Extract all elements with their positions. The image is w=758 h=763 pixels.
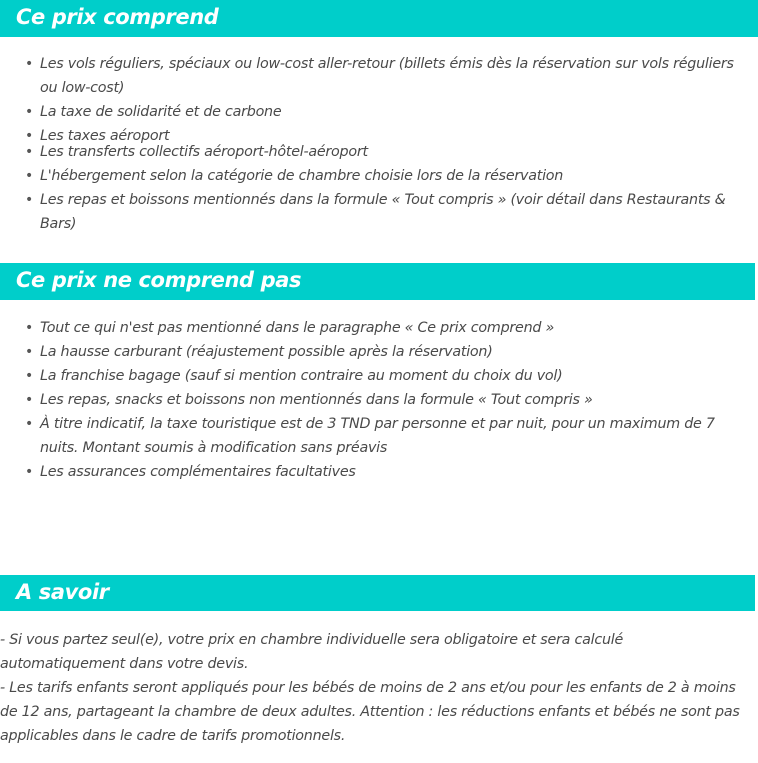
- section-header-ce-prix-comprend: [0, 0, 758, 37]
- list-item: • Les repas, snacks et boissons non mentionnés dans la formule « Tout compris »: [0, 388, 758, 412]
- excluded-list: [0, 316, 758, 484]
- section-title: A savoir: [16, 579, 109, 604]
- list-item: • La hausse carburant (réajustement possible après la réservation): [0, 340, 758, 364]
- included-list-group-1: [0, 52, 758, 148]
- list-item: • La taxe de solidarité et de carbone: [0, 100, 758, 124]
- list-item: • L'hébergement selon la catégorie de chambre choisie lors de la réservation: [0, 164, 758, 188]
- list-item: • Les transferts collectifs aéroport-hôtel-aéroport: [0, 140, 758, 164]
- note-paragraph: - Les tarifs enfants seront appliqués pour les bébés de moins de 2 ans et/ou pour les enfants de 2 à moins de 12 ans, partageant la chambre de deux adultes. Attention : les réductions enfants et bébés ne sont pas applicables dans le cadre de tarifs promotionnels.: [0, 680, 740, 744]
- list-item: • Les repas et boissons mentionnés dans la formule « Tout compris » (voir détail dans Restaurants & Bars): [0, 188, 758, 236]
- list-item: • La franchise bagage (sauf si mention contraire au moment du choix du vol): [0, 364, 758, 388]
- list-item: • Tout ce qui n'est pas mentionné dans le paragraphe « Ce prix comprend »: [0, 316, 758, 340]
- list-item: • Les assurances complémentaires facultatives: [0, 460, 758, 484]
- included-list-group-2: [0, 140, 758, 236]
- list-item: • Les taxes aéroport: [0, 124, 758, 148]
- section-title: Ce prix comprend: [16, 5, 219, 29]
- list-item: • À titre indicatif, la taxe touristique est de 3 TND par personne et par nuit, pour un maximum de 7 nuits. Montant soumis à modification sans préavis: [0, 412, 758, 460]
- section-header-ce-prix-ne-comprend-pas: [0, 263, 755, 300]
- list-item: • Les vols réguliers, spéciaux ou low-cost aller-retour (billets émis dès la réservation sur vols réguliers ou low-cost): [0, 52, 758, 100]
- section-header-a-savoir: [0, 575, 755, 611]
- section-title: Ce prix ne comprend pas: [16, 268, 302, 292]
- note-paragraph: - Si vous partez seul(e), votre prix en chambre individuelle sera obligatoire et sera calculé automatiquement dans votre devis.: [0, 632, 624, 672]
- a-savoir-notes: [0, 628, 758, 748]
